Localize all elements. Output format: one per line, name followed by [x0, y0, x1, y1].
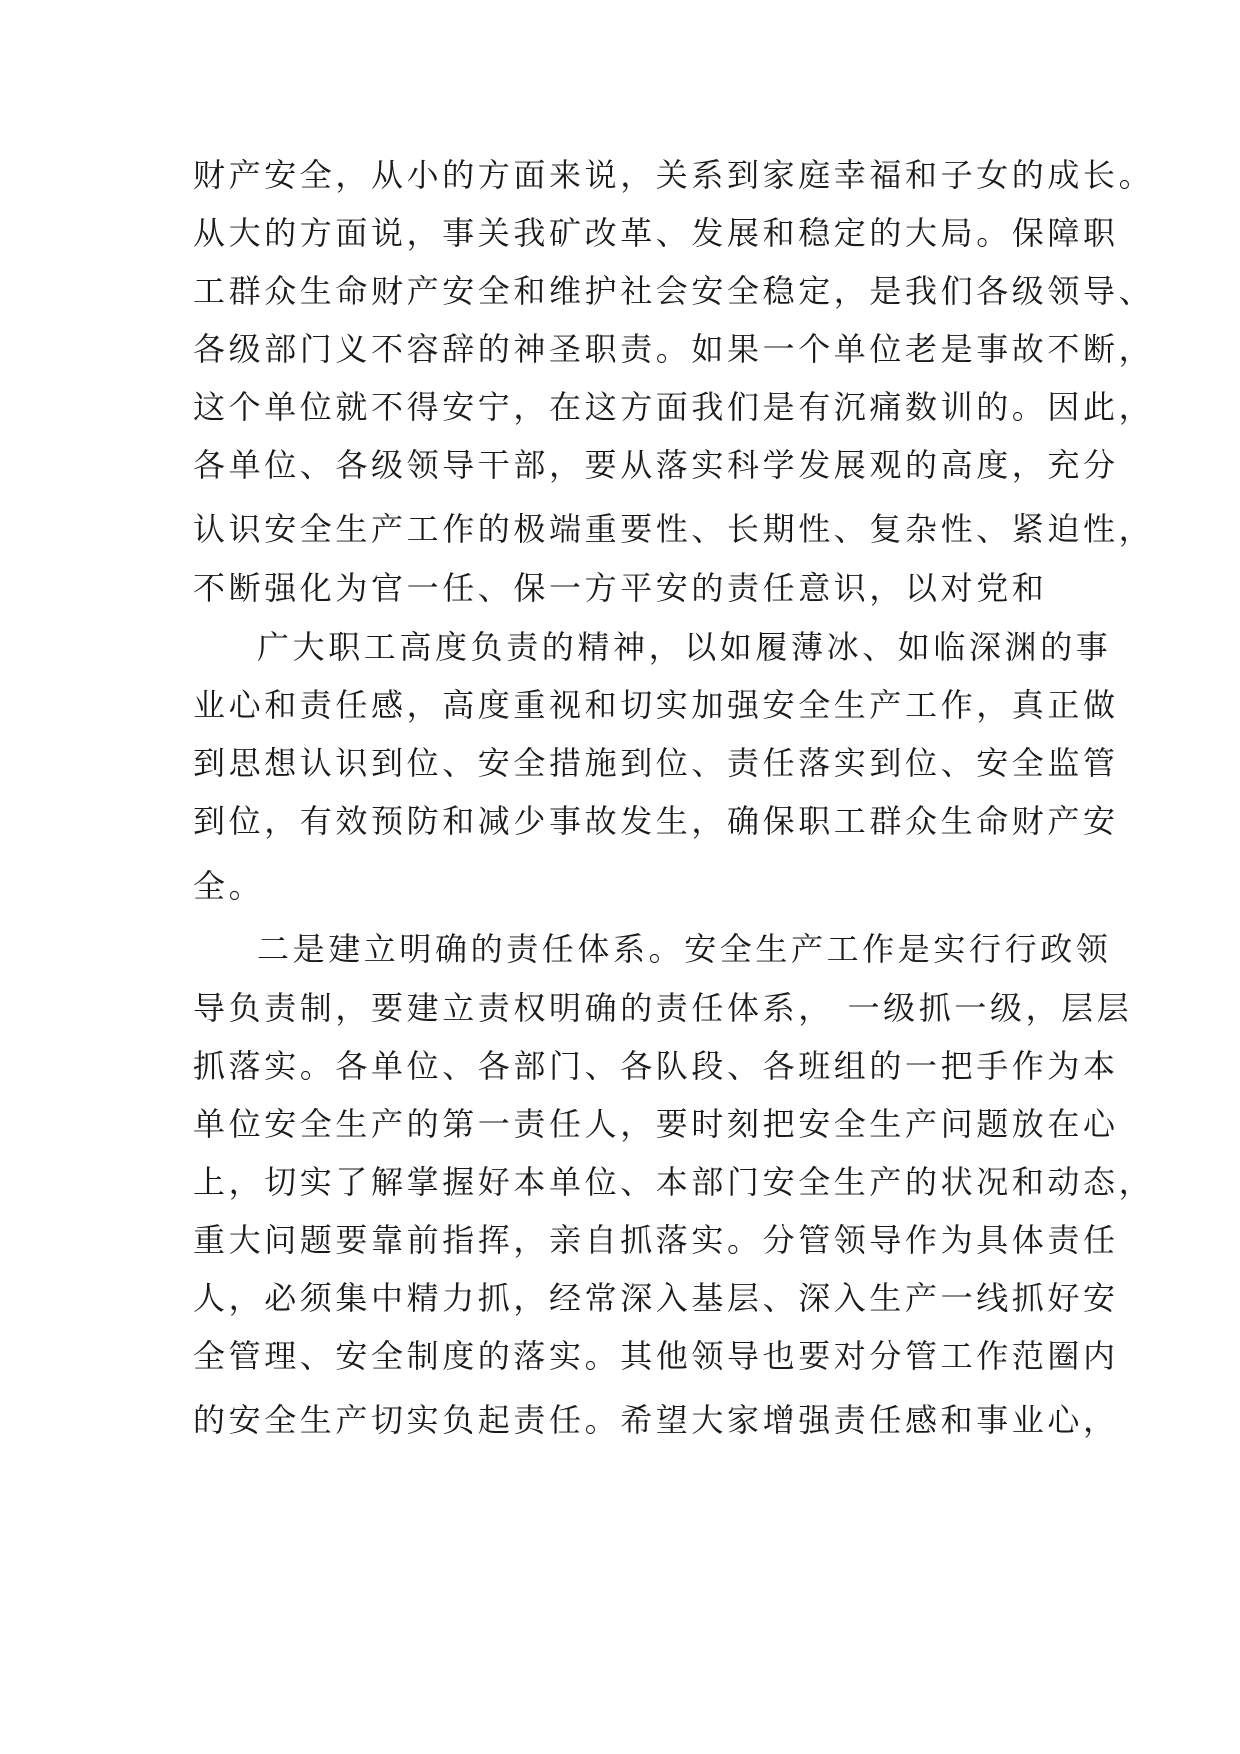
text-line-21: 全管理、安全制度的落实。其他领导也要对分管工作范圈内: [193, 1337, 1119, 1375]
text-line-13: 全。: [193, 867, 265, 905]
text-line-11: 到思想认识到位、安全措施到位、责任落实到位、安全监管: [193, 744, 1119, 782]
text-line-19: 重大问题要靠前指挥，亲自抓落实。分管领导作为具体责任: [193, 1221, 1119, 1259]
text-line-3: 工群众生命财产安全和维护社会安全稳定，是我们各级领导、: [193, 272, 1155, 310]
text-line-20: 人，必须集中精力抓，经常深入基层、深入生产一线抓好安: [193, 1279, 1119, 1317]
text-line-5: 这个单位就不得安宁，在这方面我们是有沉痛数训的。因此，: [193, 388, 1155, 426]
text-line-12: 到位，有效预防和减少事故发生，确保职工群众生命财产安: [193, 802, 1119, 840]
text-line-14: 二是建立明确的责任体系。安全生产工作是实行行政领: [257, 930, 1112, 968]
text-line-9: 广大职工高度负责的精神，以如履薄冰、如临深渊的事: [257, 628, 1112, 666]
text-line-1: 财产安全，从小的方面来说，关系到家庭幸福和子女的成长。: [193, 156, 1155, 194]
text-line-22: 的安全生产切实负起责任。希望大家增强责任感和事业心，: [193, 1401, 1119, 1439]
text-line-10: 业心和责任感，高度重视和切实加强安全生产工作，真正做: [193, 686, 1119, 724]
text-line-16: 抓落实。各单位、各部门、各队段、各班组的一把手作为本: [193, 1047, 1119, 1085]
text-line-15: 导负责制，要建立责权明确的责任体系， 一级抓一级，层层: [193, 989, 1133, 1027]
text-line-18: 上，切实了解掌握好本单位、本部门安全生产的状况和动态，: [193, 1163, 1155, 1201]
text-line-17: 单位安全生产的第一责任人，要时刻把安全生产问题放在心: [193, 1105, 1119, 1143]
text-line-7: 认识安全生产工作的极端重要性、长期性、复杂性、紧迫性，: [193, 510, 1155, 548]
text-line-2: 从大的方面说，事关我矿改革、发展和稳定的大局。保障职: [193, 214, 1119, 252]
text-line-8: 不断强化为官一任、保一方平安的责任意识，以对党和: [193, 569, 1048, 607]
text-line-6: 各单位、各级领导干部，要从落实科学发展观的高度，充分: [193, 446, 1119, 484]
text-line-4: 各级部门义不容辞的神圣职责。如果一个单位老是事故不断，: [193, 330, 1155, 368]
